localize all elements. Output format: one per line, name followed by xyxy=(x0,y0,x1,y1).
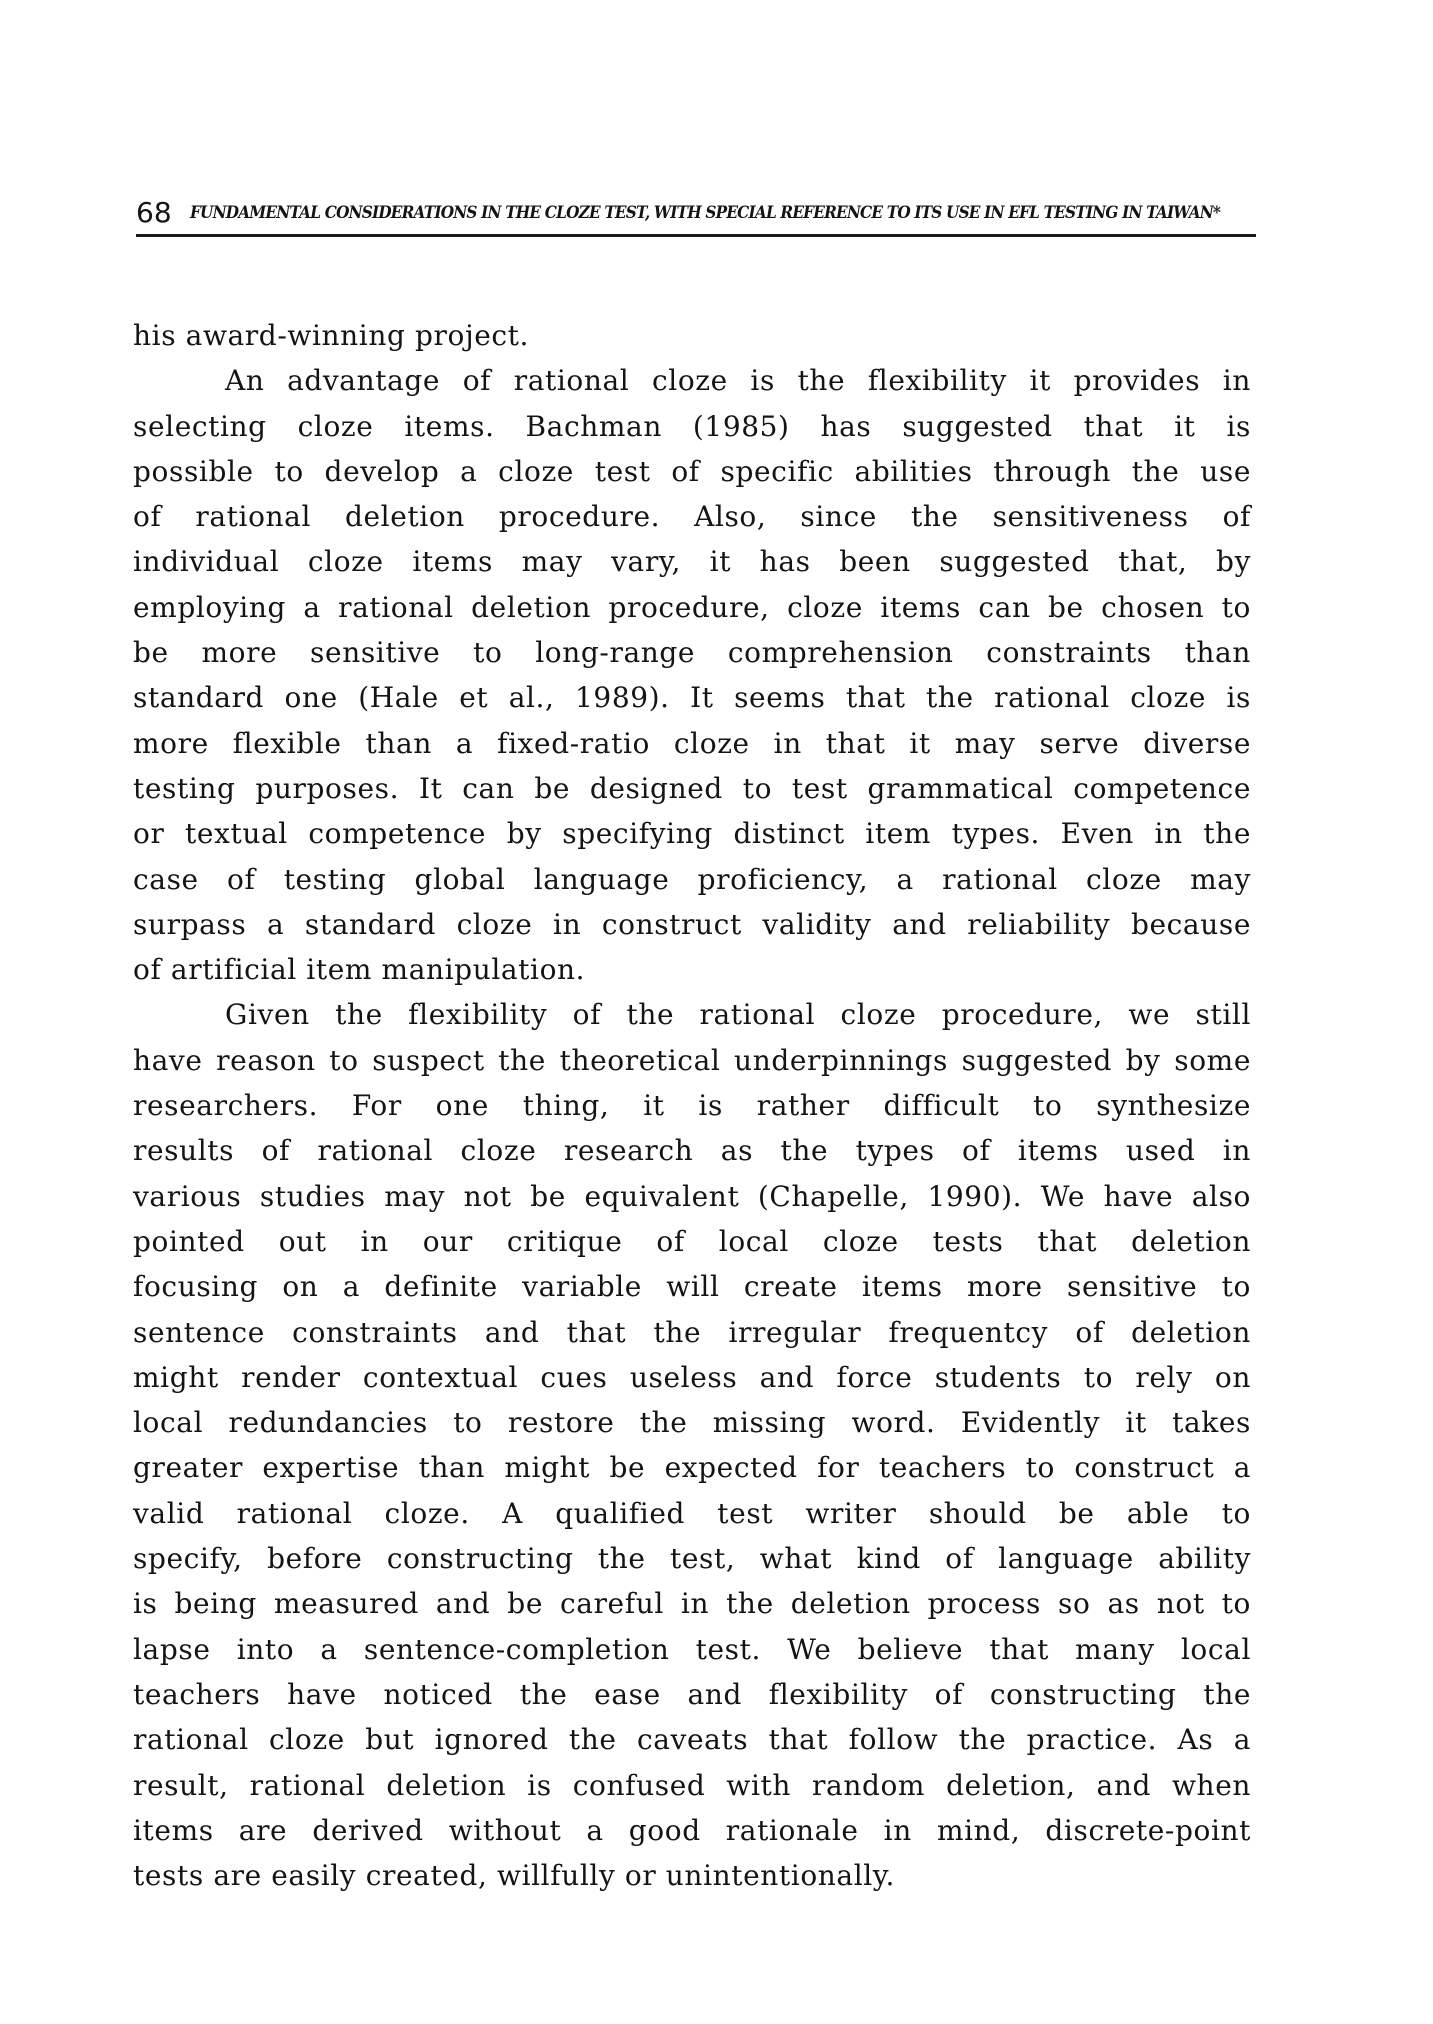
text-line: possible to develop a cloze test of specific abilities through the use xyxy=(133,454,1251,488)
text-line: standard one (Hale et al., 1989). It seems that the rational cloze is xyxy=(133,681,1251,715)
text-line: various studies may not be equivalent (Chapelle, 1990). We have also xyxy=(133,1179,1251,1213)
text-line: case of testing global language proficiency, a rational cloze may xyxy=(133,862,1251,896)
text-line: specify, before constructing the test, what kind of language ability xyxy=(133,1542,1251,1576)
text-line: local redundancies to restore the missing word. Evidently it takes xyxy=(133,1406,1251,1440)
text-line: of rational deletion procedure. Also, since the sensitiveness of xyxy=(133,500,1251,534)
text-line: more flexible than a fixed-ratio cloze in that it may serve diverse xyxy=(133,726,1251,760)
text-line: surpass a standard cloze in construct validity and reliability because xyxy=(133,907,1251,941)
page-number: 68 xyxy=(136,196,172,229)
text-line: pointed out in our critique of local cloze tests that deletion xyxy=(133,1224,1251,1258)
text-line: testing purposes. It can be designed to test grammatical competence xyxy=(133,771,1251,805)
text-line: is being measured and be careful in the deletion process so as not to xyxy=(133,1587,1251,1621)
text-line: results of rational cloze research as the types of items used in xyxy=(133,1134,1251,1168)
text-line: items are derived without a good rationale in mind, discrete-point xyxy=(133,1813,1251,1847)
text-line: sentence constraints and that the irregular frequentcy of deletion xyxy=(133,1315,1251,1349)
paragraph-first-line: An advantage of rational cloze is the flexibility it provides in xyxy=(225,364,1251,398)
paragraph-last-line: of artificial item manipulation. xyxy=(133,953,586,987)
text-line: have reason to suspect the theoretical underpinnings suggested by some xyxy=(133,1043,1251,1077)
paragraph-first-line: Given the flexibility of the rational cloze procedure, we still xyxy=(225,998,1251,1032)
text-line: might render contextual cues useless and force students to rely on xyxy=(133,1360,1251,1394)
paragraph-last-line: tests are easily created, willfully or unintentionally. xyxy=(133,1859,896,1893)
text-line: employing a rational deletion procedure, cloze items can be chosen to xyxy=(133,590,1251,624)
text-line: selecting cloze items. Bachman (1985) has suggested that it is xyxy=(133,409,1251,443)
text-line: be more sensitive to long-range comprehension constraints than xyxy=(133,636,1251,670)
text-line: his award-winning project. xyxy=(133,319,530,352)
text-line: lapse into a sentence-completion test. We believe that many local xyxy=(133,1632,1251,1666)
text-line: rational cloze but ignored the caveats that follow the practice. As a xyxy=(133,1723,1251,1757)
text-line: valid rational cloze. A qualified test writer should be able to xyxy=(133,1496,1251,1530)
running-head xyxy=(136,188,1256,237)
text-line: greater expertise than might be expected for teachers to construct a xyxy=(133,1451,1251,1485)
text-line: or textual competence by specifying distinct item types. Even in the xyxy=(133,817,1251,851)
body-text xyxy=(133,313,1251,1898)
text-line: focusing on a definite variable will create items more sensitive to xyxy=(133,1270,1251,1304)
text-line: teachers have noticed the ease and flexibility of constructing the xyxy=(133,1677,1251,1711)
running-title: FUNDAMENTAL CONSIDERATIONS IN THE CLOZE TEST, WITH SPECIAL REFERENCE TO ITS USE IN EFL TESTING IN TAIWAN* xyxy=(189,203,1220,223)
text-line: researchers. For one thing, it is rather difficult to synthesize xyxy=(133,1089,1251,1123)
text-line: individual cloze items may vary, it has been suggested that, by xyxy=(133,545,1251,579)
text-line: result, rational deletion is confused with random deletion, and when xyxy=(133,1768,1251,1802)
